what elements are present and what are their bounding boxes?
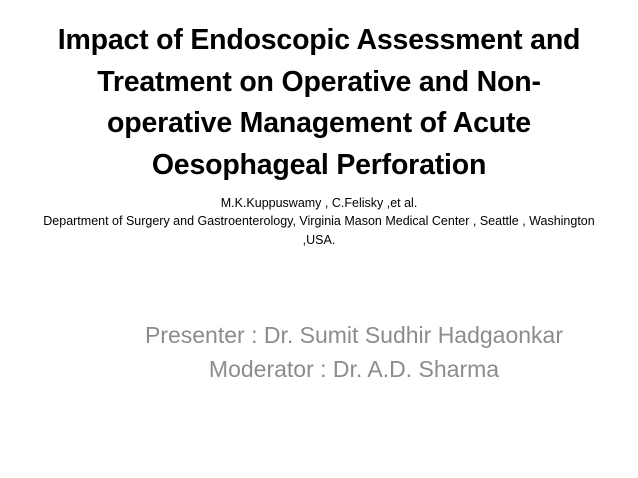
presenter: Presenter : Dr. Sumit Sudhir Hadgaonkar — [144, 322, 564, 348]
title-line-4: Oesophageal Perforation — [151, 148, 487, 181]
title-line-1: Impact of Endoscopic Assessment and — [57, 24, 581, 56]
authors: M.K.Kuppuswamy , C.Felisky ,et al. — [220, 196, 418, 210]
title-line-2: Treatment on Operative and Non- — [97, 65, 541, 98]
title-block — [20, 20, 618, 250]
moderator: Moderator : Dr. A.D. Sharma — [208, 356, 500, 382]
slide-title — [20, 20, 618, 186]
title-line-3: operative Management of Acute — [107, 107, 531, 139]
affiliation: Department of Surgery and Gastroenterology, Virginia Mason Medical Center , Seattle , Washington ,USA. — [43, 214, 595, 247]
presenter-block — [90, 318, 618, 386]
